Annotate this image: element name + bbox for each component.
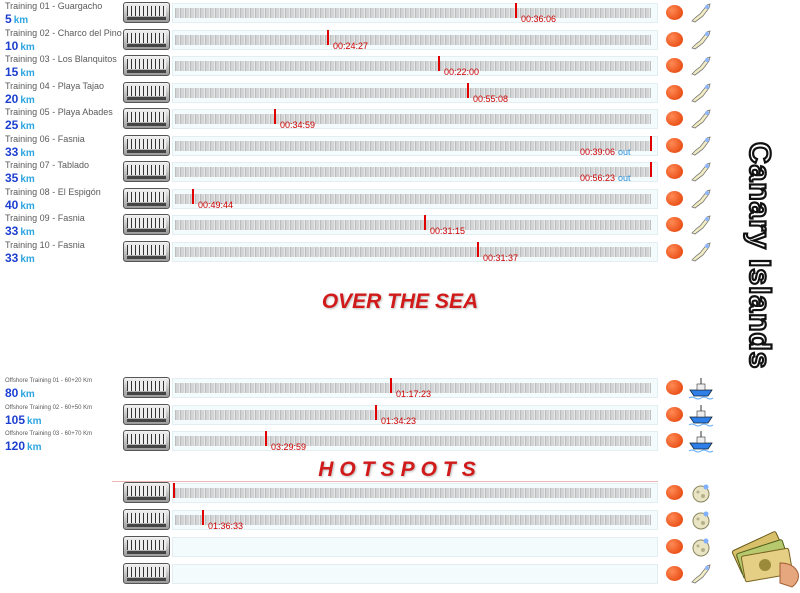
- training-time: [430, 226, 465, 236]
- training-time-marker: [424, 215, 426, 230]
- offshore-status-dot[interactable]: [666, 433, 683, 448]
- training-progress-fill: [175, 35, 651, 45]
- training-play-button[interactable]: [123, 135, 170, 156]
- training-time-marker: [650, 162, 652, 177]
- offshore-time-value: 01:34:23: [381, 415, 417, 426]
- offshore-time: [271, 442, 306, 452]
- training-progress-fill: [175, 88, 651, 98]
- tenerife-island-icon: [689, 54, 713, 78]
- training-name[interactable]: Training 06 - Fasnia: [5, 133, 85, 144]
- training-name[interactable]: Training 01 - Guargacho: [5, 1, 103, 11]
- training-name[interactable]: Training 10 - Fasnia: [5, 239, 85, 250]
- training-status-dot[interactable]: [666, 5, 683, 20]
- training-name[interactable]: Training 04 - Playa Tajao: [5, 80, 105, 91]
- training-km: 33: [5, 144, 19, 159]
- training-time-value: 00:55:08: [473, 93, 509, 104]
- training-row: [0, 160, 800, 184]
- training-time: [444, 67, 479, 77]
- training-label: [5, 28, 123, 55]
- canary-islands-text: Canary Islands: [743, 142, 776, 370]
- offshore-km-unit: km: [27, 415, 42, 427]
- offshore-status-dot[interactable]: [666, 407, 683, 422]
- training-km-unit: km: [20, 41, 35, 53]
- training-distance: [5, 39, 123, 55]
- training-distance: [5, 12, 123, 28]
- training-status-dot[interactable]: [666, 244, 683, 259]
- training-km: 15: [5, 65, 19, 79]
- training-distance: [5, 145, 123, 161]
- training-km-unit: km: [20, 68, 35, 79]
- training-time: [198, 200, 233, 210]
- training-label: [5, 107, 123, 134]
- training-play-button[interactable]: [123, 82, 170, 103]
- training-km: 33: [5, 224, 19, 238]
- training-time-marker: [650, 136, 652, 151]
- training-row: [0, 240, 800, 264]
- training-out-label: out: [618, 146, 631, 157]
- training-progress-track[interactable]: [172, 242, 658, 262]
- offshore-progress-track[interactable]: [172, 431, 658, 451]
- boat-icon: [689, 429, 713, 453]
- training-time-marker: [192, 189, 194, 204]
- training-status-dot[interactable]: [666, 85, 683, 100]
- offshore-km-unit: km: [27, 442, 42, 453]
- training-distance: [5, 224, 123, 240]
- offshore-km-unit: km: [20, 389, 35, 400]
- training-name[interactable]: Training 02 - Charco del Pino: [5, 27, 122, 38]
- training-name[interactable]: Training 07 - Tablado: [5, 160, 90, 170]
- training-distance: [5, 198, 123, 214]
- training-km: 10: [5, 38, 19, 53]
- hotspot-row: [0, 508, 800, 532]
- training-km: 40: [5, 197, 19, 212]
- hotspot-progress-fill: [175, 515, 651, 525]
- offshore-label: [5, 376, 123, 402]
- training-progress-track[interactable]: [172, 3, 658, 23]
- hotspot-progress-track[interactable]: [172, 564, 658, 584]
- training-progress-track[interactable]: [172, 189, 658, 209]
- offshore-name[interactable]: Offshore Training 02 - 60+50 Km: [5, 404, 93, 411]
- tenerife-island-icon: [689, 81, 713, 105]
- hotspot-time: [208, 521, 243, 531]
- offshore-km: 105: [5, 412, 26, 427]
- tenerife-island-icon: [689, 562, 713, 586]
- training-row: [0, 107, 800, 131]
- tenerife-island-icon: [689, 1, 713, 25]
- training-km: 35: [5, 171, 19, 185]
- training-play-button[interactable]: [123, 29, 170, 50]
- training-out-label: out: [618, 173, 631, 183]
- training-status-dot[interactable]: [666, 217, 683, 232]
- training-distance: [5, 118, 123, 134]
- training-km-unit: km: [20, 174, 35, 185]
- offshore-km: 80: [5, 386, 19, 400]
- hotspot-progress-track[interactable]: [172, 483, 658, 503]
- training-progress-track[interactable]: [172, 136, 658, 156]
- tenerife-island-icon: [689, 240, 713, 264]
- training-label: [5, 160, 123, 187]
- offshore-km: 120: [5, 439, 26, 453]
- training-km: 25: [5, 118, 19, 132]
- training-time-value: 00:36:06: [521, 14, 557, 24]
- training-time: [580, 147, 631, 157]
- training-km-unit: km: [20, 147, 35, 159]
- offshore-time: [396, 389, 431, 399]
- training-time: [333, 41, 368, 51]
- training-play-button[interactable]: [123, 55, 170, 76]
- training-progress-fill: [175, 194, 651, 204]
- training-progress-fill: [175, 61, 651, 71]
- hotspot-time-value: 01:36:33: [208, 521, 244, 531]
- training-status-dot[interactable]: [666, 138, 683, 153]
- offshore-progress-track[interactable]: [172, 378, 658, 398]
- training-progress-track[interactable]: [172, 56, 658, 76]
- moon-icon: [689, 508, 713, 532]
- training-label: [5, 134, 123, 161]
- training-label: [5, 81, 123, 108]
- training-name[interactable]: Training 05 - Playa Abades: [5, 107, 113, 117]
- hotspot-status-dot[interactable]: [666, 566, 683, 581]
- tenerife-island-icon: [689, 107, 713, 131]
- training-time-value: 00:24:27: [333, 40, 369, 51]
- training-time-marker: [274, 109, 276, 124]
- offshore-progress-track[interactable]: [172, 405, 658, 425]
- training-progress-track[interactable]: [172, 30, 658, 50]
- training-distance: [5, 251, 123, 267]
- training-km-unit: km: [20, 253, 35, 265]
- offshore-row: [0, 403, 800, 427]
- training-time-value: 00:49:44: [198, 199, 234, 210]
- training-time-marker: [438, 56, 440, 71]
- training-row: [0, 1, 800, 25]
- hotspot-time-marker: [202, 510, 204, 525]
- training-time: [473, 94, 508, 104]
- offshore-time-value: 03:29:59: [271, 442, 307, 452]
- training-status-dot[interactable]: [666, 32, 683, 47]
- boat-icon: [689, 403, 713, 427]
- offshore-play-button[interactable]: [123, 430, 170, 451]
- money-icon: [725, 518, 800, 593]
- training-progress-fill: [175, 247, 651, 257]
- hotspot-row: [0, 481, 800, 505]
- training-km-unit: km: [20, 121, 35, 132]
- training-status-dot[interactable]: [666, 58, 683, 73]
- training-name[interactable]: Training 09 - Fasnia: [5, 213, 85, 223]
- hotspot-play-button[interactable]: [123, 563, 170, 584]
- moon-icon: [689, 535, 713, 559]
- training-progress-fill: [175, 220, 651, 230]
- tenerife-island-icon: [689, 213, 713, 237]
- training-play-button[interactable]: [123, 188, 170, 209]
- hotspot-status-dot[interactable]: [666, 485, 683, 500]
- offshore-time-marker: [375, 405, 377, 420]
- training-play-button[interactable]: [123, 214, 170, 235]
- training-progress-track[interactable]: [172, 215, 658, 235]
- offshore-time: [381, 416, 416, 426]
- hotspot-play-button[interactable]: [123, 509, 170, 530]
- hotspot-progress-fill: [175, 488, 651, 498]
- training-distance: [5, 65, 123, 81]
- training-time-value: 00:34:59: [280, 120, 316, 130]
- training-time-marker: [327, 30, 329, 45]
- training-play-button[interactable]: [123, 241, 170, 262]
- training-name[interactable]: Training 03 - Los Blanquitos: [5, 54, 117, 64]
- hotspot-play-button[interactable]: [123, 482, 170, 503]
- offshore-label: [5, 403, 123, 429]
- offshore-name[interactable]: Offshore Training 03 - 60+70 Km: [5, 431, 93, 437]
- training-time-marker: [467, 83, 469, 98]
- training-time-value: 00:22:00: [444, 67, 480, 77]
- training-time-value: 00:56:23: [580, 173, 616, 183]
- offshore-distance: [5, 386, 123, 402]
- offshore-progress-fill: [175, 436, 651, 446]
- offshore-name[interactable]: Offshore Training 01 - 60+20 Km: [5, 378, 93, 384]
- training-row: [0, 134, 800, 158]
- training-play-button[interactable]: [123, 2, 170, 23]
- training-distance: [5, 92, 123, 108]
- training-progress-track[interactable]: [172, 83, 658, 103]
- hotspot-progress-track[interactable]: [172, 537, 658, 557]
- tenerife-island-icon: [689, 134, 713, 158]
- training-progress-fill: [175, 8, 651, 18]
- training-play-button[interactable]: [123, 161, 170, 182]
- training-row: [0, 28, 800, 52]
- training-time: [280, 120, 315, 130]
- training-km: 20: [5, 91, 19, 106]
- hotspot-time-marker: [173, 483, 175, 498]
- hotspot-row: [0, 535, 800, 559]
- training-km-unit: km: [20, 227, 35, 238]
- training-time: [483, 253, 518, 263]
- training-time: [521, 14, 556, 24]
- tenerife-island-icon: [689, 187, 713, 211]
- training-time-marker: [515, 3, 517, 18]
- offshore-status-dot[interactable]: [666, 380, 683, 395]
- training-km: 33: [5, 250, 19, 265]
- training-label: [5, 54, 123, 81]
- offshore-time-value: 01:17:23: [396, 389, 432, 399]
- training-label: [5, 1, 123, 28]
- training-label: [5, 213, 123, 240]
- training-km-unit: km: [20, 200, 35, 212]
- training-time-value: 00:31:15: [430, 226, 466, 236]
- offshore-row: [0, 376, 800, 400]
- training-label: [5, 187, 123, 214]
- boat-icon: [689, 376, 713, 400]
- hotspot-play-button[interactable]: [123, 536, 170, 557]
- training-progress-fill: [175, 114, 651, 124]
- offshore-play-button[interactable]: [123, 377, 170, 398]
- training-time-marker: [477, 242, 479, 257]
- training-km-unit: km: [13, 15, 29, 26]
- training-name[interactable]: Training 08 - El Espigón: [5, 186, 101, 197]
- training-play-button[interactable]: [123, 108, 170, 129]
- training-status-dot[interactable]: [666, 164, 683, 179]
- training-row: [0, 81, 800, 105]
- training-row: [0, 54, 800, 78]
- training-km-unit: km: [20, 94, 35, 106]
- training-row: [0, 213, 800, 237]
- hotspot-status-dot[interactable]: [666, 512, 683, 527]
- training-row: [0, 187, 800, 211]
- training-progress-track[interactable]: [172, 109, 658, 129]
- training-km: 5: [5, 12, 12, 26]
- offshore-distance: [5, 439, 123, 455]
- training-progress-track[interactable]: [172, 162, 658, 182]
- training-distance: [5, 171, 123, 187]
- hotspot-status-dot[interactable]: [666, 539, 683, 554]
- training-time-value: 00:39:06: [580, 146, 616, 157]
- training-label: [5, 240, 123, 267]
- offshore-time-marker: [390, 378, 392, 393]
- training-status-dot[interactable]: [666, 191, 683, 206]
- training-time: [580, 173, 631, 183]
- tenerife-island-icon: [689, 28, 713, 52]
- hotspots-heading: HOTSPOTS: [318, 458, 482, 481]
- training-status-dot[interactable]: [666, 111, 683, 126]
- offshore-label: [5, 429, 123, 455]
- hotspot-row: [0, 562, 800, 586]
- offshore-time-marker: [265, 431, 267, 446]
- training-time-value: 00:31:37: [483, 252, 519, 263]
- offshore-play-button[interactable]: [123, 404, 170, 425]
- moon-icon: [689, 481, 713, 505]
- over-the-sea-heading: OVER THE SEA: [321, 290, 479, 313]
- canary-islands-title: [730, 138, 776, 398]
- tenerife-island-icon: [689, 160, 713, 184]
- offshore-row: [0, 429, 800, 453]
- hotspot-progress-track[interactable]: [172, 510, 658, 530]
- offshore-distance: [5, 413, 123, 429]
